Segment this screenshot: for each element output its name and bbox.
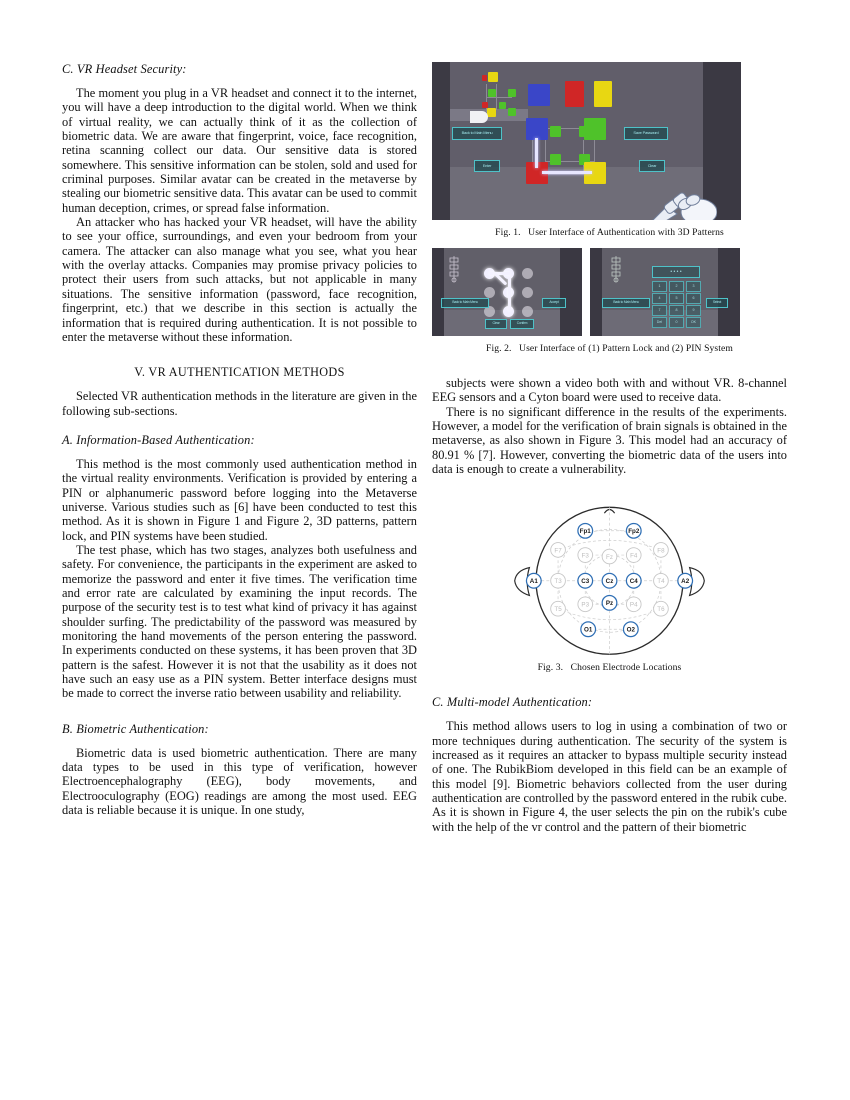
mini-cube-yellow [488, 72, 498, 82]
button-label: Enter [482, 163, 492, 168]
figure-3-caption-number: Fig. 3. [537, 662, 564, 674]
paragraph: The test phase, which has two stages, analyzes both usefulness and safety. For convenience, the participants in the experiment are asked to memorize the password and enter it five times. The verification time and error rate are calculated by examining the input records. The purpose of the security test is to test what kind of privacy it has against shoulder surfing. The predictability of the password was measured by monitoring the hand movements of the person entering the password. In experiments conducted on these systems, it has been proven that 3D pattern is the safest. However it is not that the usability as it does not have such an easy use as a PIN system. Better interface designs must be made to correct the inverse ratio between usability and reliability. [62, 542, 417, 701]
figure-1-caption-number: Fig. 1. [495, 227, 521, 238]
electrode-label: C3 [581, 578, 590, 586]
vr-wall-left [432, 62, 450, 220]
electrode-t5 [551, 602, 566, 617]
pattern-lock-panel [432, 248, 582, 336]
electrode-pz [602, 596, 617, 611]
electrode-c3 [578, 574, 593, 589]
electrode-f3 [578, 548, 593, 563]
mini-edge [486, 97, 512, 98]
electrode-a2 [678, 574, 693, 589]
electrode-t6 [654, 602, 669, 617]
figure-3 [432, 497, 787, 674]
electrode-fp2 [626, 524, 641, 539]
electrode-f7 [551, 543, 566, 558]
mini-cube-red [482, 75, 487, 81]
pin-key[interactable] [669, 293, 684, 304]
electrode-label: Pz [605, 600, 614, 608]
pin-key-label: 5 [675, 296, 678, 300]
button-label: Save Password [633, 130, 659, 135]
electrode-label: T4 [657, 578, 665, 586]
figure-1-caption-text: User Interface of Authentication with 3D Patterns [528, 227, 724, 238]
figure-2-caption-number: Fig. 2. [486, 343, 512, 354]
palette-cube-red [565, 81, 584, 107]
paragraph: The moment you plug in a VR headset and connect it to the internet, you will have a deep introduction to the digital world. When we think of virtual reality, we can actually think of it as the collection of biometric data. We are aware that fingerprint, voice, face recognition, retina scanning collect our data. Our sensitive data is stored somewhere. This sensitive information can be stolen, sold and used for criminal purposes. Similar avatar can be created in the metaverse by stealing our biometric sensitive data. This avatar can be used to commit human deception, crimes, or spread false information. [62, 86, 417, 215]
pin-key-label: 7 [658, 308, 661, 312]
pattern-cube-green-small [579, 126, 590, 137]
electrode-label: F3 [581, 552, 589, 560]
pin-key[interactable] [652, 281, 667, 292]
button-clear[interactable] [485, 319, 507, 329]
figure-2-caption-text: User Interface of (1) Pattern Lock and (2) PIN System [519, 343, 733, 354]
electrode-label: Cz [605, 578, 614, 586]
vr-hand-icon [647, 176, 717, 220]
vr-wall-left [590, 248, 602, 336]
button-back-to-main-menu[interactable] [441, 298, 489, 308]
electrode-label: P3 [581, 602, 590, 610]
pin-key-label: 1 [658, 284, 661, 288]
vr-wall-right [718, 248, 740, 336]
pattern-dot[interactable] [522, 268, 533, 279]
paragraph: This method is the most commonly used authentication method in the virtual reality environments. Verification is provided by entering a PIN or alphanumeric password before logging into the Metaverse universe. Various studies such as [6] have been conducted to test this method. As it is shown in Figure 1 and Figure 2, 3D patterns, pattern lock, and PIN systems have been studied. [62, 456, 417, 543]
section-heading-information-based [62, 433, 417, 448]
mini-cube-green [508, 108, 516, 116]
figure-3-image [455, 497, 764, 655]
electrode-label: C4 [629, 578, 638, 586]
electrode-label: Fp2 [628, 528, 640, 536]
selection-beam-vertical [535, 138, 538, 168]
vr-headset-icon [608, 255, 624, 283]
mini-cube-green [508, 89, 516, 97]
mini-edge [496, 84, 497, 110]
electrode-label: F8 [657, 547, 665, 555]
section-label: C. [62, 62, 74, 76]
pattern-cube-blue [526, 118, 548, 140]
button-label: Back to Main Menu [452, 300, 478, 304]
pin-key-label: OK [690, 320, 697, 324]
electrode-f4 [626, 548, 641, 563]
electrode-t4 [654, 574, 669, 589]
section-title-text: Biometric Authentication: [76, 721, 209, 736]
button-select[interactable] [706, 298, 728, 308]
pattern-dot[interactable] [484, 287, 495, 298]
electrode-c4 [626, 574, 641, 589]
pattern-cube-green-small [550, 154, 561, 165]
electrode-label: O1 [584, 627, 593, 635]
electrode-label: A2 [681, 578, 690, 586]
pin-key[interactable] [686, 293, 701, 304]
section-heading-vr-authentication-methods: V. VR AUTHENTICATION METHODS [134, 365, 345, 380]
figure-2 [432, 248, 787, 355]
figure-2-image [432, 248, 741, 336]
pin-key-ok[interactable] [686, 317, 701, 328]
pin-key[interactable] [652, 305, 667, 316]
electrode-o2 [623, 622, 638, 637]
button-label: Confirm [516, 321, 528, 325]
electrode-p4 [626, 597, 641, 612]
electrode-a1 [526, 574, 541, 589]
section-title-text: VR Headset Security: [76, 62, 187, 76]
pattern-stroke [489, 272, 511, 275]
figure-1-caption [432, 227, 787, 239]
pattern-dot[interactable] [522, 287, 533, 298]
left-column [62, 62, 417, 817]
mini-cube-yellow [487, 108, 496, 117]
section-heading-biometric [62, 722, 417, 737]
pin-key-label: 8 [675, 308, 678, 312]
pin-key-delete[interactable] [652, 317, 667, 328]
pin-key-label: Del [656, 320, 663, 324]
section-title-text: Information-Based Authentication: [76, 432, 255, 447]
electrode-label: O2 [626, 627, 635, 635]
pin-key[interactable] [686, 305, 701, 316]
button-accept[interactable] [542, 298, 566, 308]
figure-2-caption [432, 343, 787, 355]
electrode-t3 [551, 574, 566, 589]
right-column [432, 62, 787, 834]
pin-key[interactable] [669, 281, 684, 292]
vr-headset-icon [446, 255, 462, 283]
section-heading-vr-headset-security [62, 62, 417, 77]
figure-3-caption [432, 662, 787, 674]
electrode-p3 [578, 597, 593, 612]
pin-key-label: 6 [692, 296, 695, 300]
electrode-label: A1 [529, 578, 538, 586]
paragraph: subjects were shown a video both with and without VR. 8-channel EEG sensors and a Cyton board were used to receive data. [432, 376, 787, 405]
button-label: Back to Main Menu [613, 300, 639, 304]
button-clear[interactable] [639, 160, 665, 172]
button-confirm[interactable] [510, 319, 534, 329]
pin-key-label: 9 [692, 308, 695, 312]
button-label: Back to Main Menu [461, 130, 493, 135]
electrode-label: Fp1 [579, 528, 591, 536]
pin-key[interactable] [686, 281, 701, 292]
palette-cube-blue [528, 84, 550, 106]
electrode-label: F4 [630, 552, 638, 560]
button-label: Clear [647, 163, 657, 168]
electrode-label: P4 [629, 602, 638, 610]
pin-display [652, 266, 700, 278]
pin-key[interactable] [669, 305, 684, 316]
electrode-cz [602, 574, 617, 589]
pin-key[interactable] [652, 293, 667, 304]
vr-wall-left [432, 248, 444, 336]
button-save-password[interactable] [624, 127, 668, 140]
palette-cube-yellow [594, 81, 612, 107]
electrode-label: T5 [554, 606, 562, 614]
button-label: Clear [492, 321, 500, 325]
button-back-to-main-menu[interactable] [452, 127, 502, 140]
button-label: Select [712, 300, 722, 304]
pin-panel [590, 248, 740, 336]
section-label: B. [62, 721, 73, 736]
button-label: Accept [549, 300, 559, 304]
electrode-label: F7 [554, 547, 562, 555]
pattern-dot-grid[interactable] [484, 268, 532, 316]
electrode-fp1 [578, 524, 593, 539]
section-title-text: Multi-model Authentication: [446, 695, 593, 710]
figure-1 [432, 62, 787, 239]
pin-key-label: 0 [675, 320, 678, 324]
button-enter[interactable] [474, 160, 500, 172]
paragraph: This method allows users to log in using a combination of two or more techniques during authentication. The security of the system is increased as it requires an attacker to bypass multiple security instead of one. The RubikBiom developed in this field can be an example of this model [9]. Biometric behaviors collected from the user during authentication are controlled by the password entered in the rubik cube. As it is shown in Figure 4, the user selects the pin on the rubik's cube with the help of the vr control and the pattern of their biometric [432, 719, 787, 834]
pattern-dot[interactable] [522, 306, 533, 317]
paragraph: An attacker who has hacked your VR headset, will have the ability to see your office, surroundings, and even your bedroom from your camera. The attacker can also manage what you see, what you hear with the overlay attacks. Companies may promise privacy policies to protect their users from such attacks, but not applicable in many situations. The sensitive information (password, face recognition, fingerprint, etc.) that we describe in this section is actually the information that is required during authentication. It is not possible to enter the metaverse without these information. [62, 215, 417, 344]
selection-beam-horizontal [542, 171, 592, 174]
electrode-fz [602, 550, 617, 565]
paragraph: Biometric data is used biometric authentication. There are many data types to be used in this type of verification, however Electroencephalography (EEG), body movements, and Electrooculography (EOG) readings are among the most used. EEG data is reliable because it is unique. In one study, [62, 745, 417, 818]
electrode-label: Fz [606, 554, 613, 562]
pin-display-value: • • • • [670, 269, 682, 275]
button-back-to-main-menu[interactable] [602, 298, 650, 308]
vr-wall-right [560, 248, 582, 336]
pin-key-label: 2 [675, 284, 678, 288]
section-label: A. [62, 432, 73, 447]
mini-controller-glyph [470, 111, 488, 123]
electrode-o1 [581, 622, 596, 637]
pin-key[interactable] [669, 317, 684, 328]
mini-cube-green [499, 102, 506, 109]
figure-3-caption-text: Chosen Electrode Locations [570, 662, 682, 674]
figure-1-image [432, 62, 741, 220]
mini-cube-green [488, 89, 496, 97]
paragraph: Selected VR authentication methods in the literature are given in the following sub-sections. [62, 389, 417, 418]
pin-key-label: 4 [658, 296, 661, 300]
pin-key-label: 3 [692, 284, 695, 288]
section-label: C. [432, 695, 444, 710]
pattern-cube-green-small [550, 126, 561, 137]
paragraph: There is no significant difference in the results of the experiments. However, a model for the verification of brain signals is obtained in the metaverse, as also shown in Figure 3. This model had an accuracy of 80.91 % [7]. However, converting the biometric data of the users into data is enough to create a vulnerability. [432, 404, 787, 477]
electrode-label: T6 [657, 606, 665, 614]
section-heading-multi-model [432, 695, 787, 710]
electrode-f8 [654, 543, 669, 558]
pattern-stroke [508, 277, 511, 311]
electrode-label: T3 [554, 578, 562, 586]
